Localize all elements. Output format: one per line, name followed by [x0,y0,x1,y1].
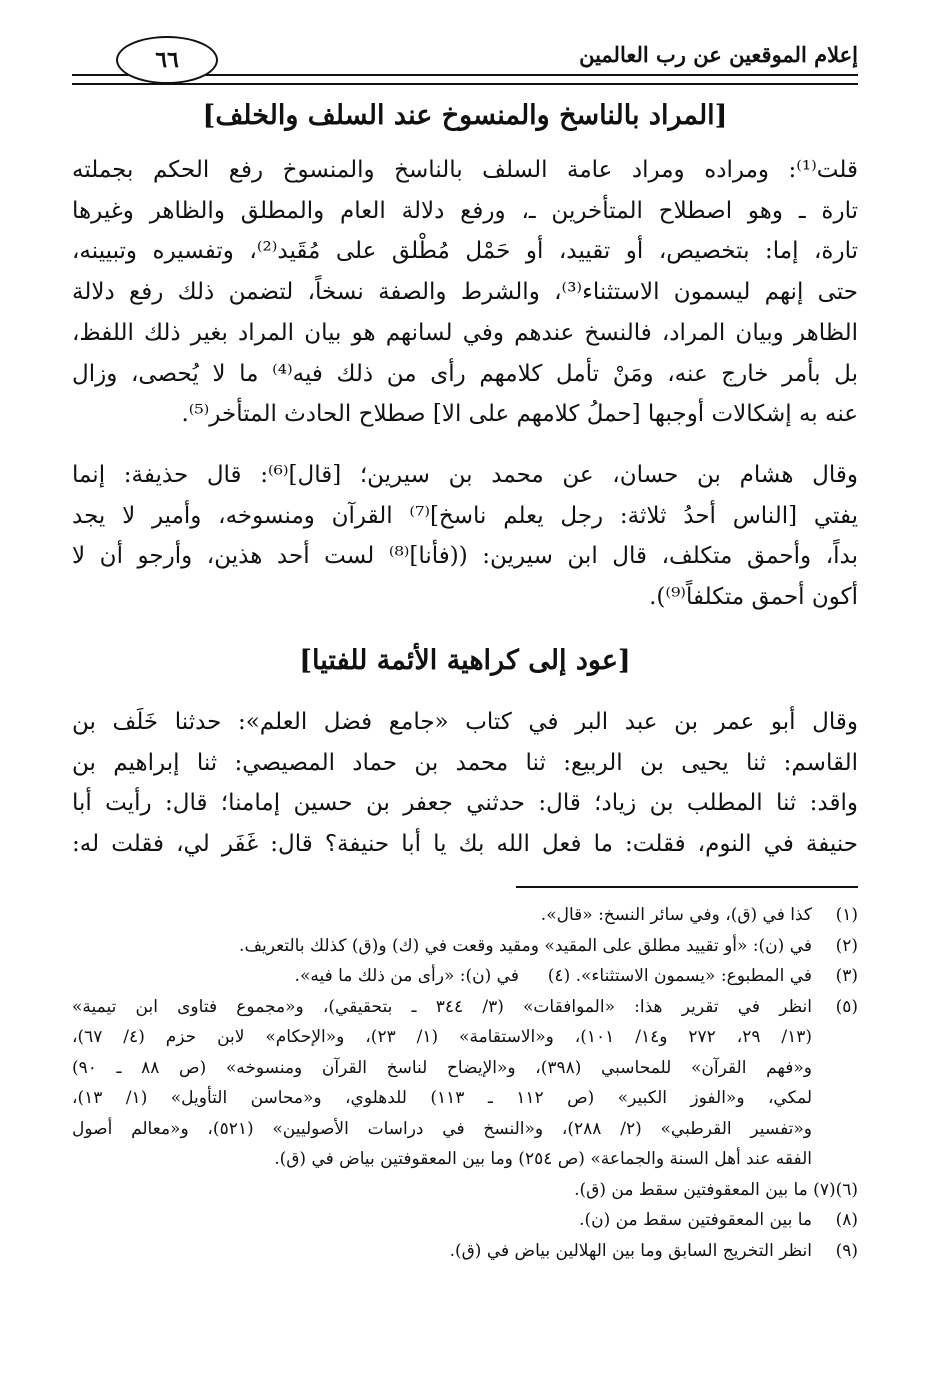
footnote-text: كذا في (ق)، وفي سائر النسخ: «قال». [540,905,812,925]
footnote-9 [72,1236,858,1267]
footnote-text: في (ن): «رأى من ذلك ما فيه». [294,966,519,986]
footnote-5 [72,992,858,1175]
paragraph [72,702,858,865]
footnote-separator [516,886,858,888]
footnote-text: ما بين المعقوفتين سقط من (ن). [579,1210,812,1230]
footnote-text: ما بين المعقوفتين سقط من (ق). [574,1179,808,1200]
footnote-number: (٢) [835,935,858,956]
page-number: ٦٦ [116,36,218,84]
text-line: عنه به إشكالات أوجبها [حملُ كلامهم على الا] صطلاح الحادث المتأخر⁽⁵⁾. [181,401,858,428]
book-title: إعلام الموقعين عن رب العالمين [579,42,858,67]
footnote-2 [72,931,858,962]
footnote-text: و«تفسير القرطبي» (٢/ ٢٨٨)، و«النسخ في دراسات الأصوليين» (٥٢١)، و«معالم أصول [72,1118,813,1139]
text-line: القاسم: ثنا يحيى بن الربيع: ثنا محمد بن حماد المصيصي: ثنا إبراهيم بن [72,749,858,776]
text-line: تارة ـ وهو اصطلاح المتأخرين ـ، ورفع دلالة العام والمطلق والظاهر وغيرها [72,197,858,224]
footnote-1 [72,900,858,931]
footnote-text: في المطبوع: «يسمون الاستثناء». [575,966,812,986]
text-line: الظاهر وبيان المراد، فالنسخ عندهم وفي لسانهم هو بيان المراد بغير ذلك اللفظ، [72,319,858,346]
footnote-text: الفقه عند أهل السنة والجماعة» (ص ٢٥٤) وما بين المعقوفتين بياض في (ق). [274,1149,812,1169]
paragraph [72,455,858,618]
text-line: قلت⁽¹⁾: ومراده ومراد عامة السلف بالناسخ والمنسوخ رفع الحكم بجملته [72,157,858,183]
text-line: حنيفة في النوم، فقلت: ما فعل الله بك يا أبا حنيفة؟ قال: غَفَر لي، فقلت له: [72,831,858,858]
footnote-8 [72,1205,858,1236]
footnote-text: لمكي، و«الفوز الكبير» (ص ١١٢ ـ ١١٣) للدهلوي، و«محاسن التأويل» (١/ ١٣)، [72,1088,813,1108]
footnote-3-4 [72,961,858,992]
footnote-number: (٨) [835,1210,858,1230]
footnote-number: (٥) [835,996,858,1017]
text-line: وقال هشام بن حسان، عن محمد بن سيرين؛ [قال]⁽⁶⁾: قال حذيفة: إنما [72,462,858,488]
footnote-number: (١) [835,905,858,925]
paragraph [72,150,858,435]
footnote-number: (٦)(٧) [813,1179,858,1200]
text-line: حتى إنهم ليسمون الاستثناء⁽³⁾، والشرط والصفة نسخاً، لتضمن ذلك رفع دلالة [72,279,858,306]
text-line: وقال أبو عمر بن عبد البر في كتاب «جامع فضل العلم»: حدثنا خَلَف بن [72,709,858,735]
running-header [72,38,858,84]
footnote-text: و«فهم القرآن» للمحاسبي (٣٩٨)، و«الإيضاح لناسخ القرآن ومنسوخه» (ص ٨٨ ـ ٩٠) [72,1057,812,1078]
text-line: تارة، إما: بتخصيص، أو تقييد، أو حَمْل مُطْلق على مُقَيد⁽²⁾، وتفسيره وتبيينه، [72,238,858,265]
footnote-text: (١٣/ ٢٩، ٢٧٢ و١٤/ ١٠١)، و«الاستقامة» (١/ ٢٣)، و«الإحكام» لابن حزم (٤/ ٦٧)، [72,1027,813,1047]
section-heading: [عود إلى كراهية الأئمة للفتيا] [299,645,631,676]
footnote-number: (٤) [547,966,571,986]
text-line: يفتي [الناس أحدُ ثلاثة: رجل يعلم ناسخ]⁽⁷⁾ القرآن ومنسوخه، وأمير لا يجد [72,502,858,529]
footnote-number: (٩) [835,1240,858,1261]
footnote-text: انظر في تقرير هذا: «الموافقات» (٣/ ٣٤٤ ـ بتحقيقي)، و«مجموع فتاوى ابن تيمية» [72,996,812,1017]
footnote-number: (٣) [835,966,858,986]
footnotes-list [72,900,858,1266]
footnote-text: انظر التخريج السابق وما بين الهلالين بياض في (ق). [449,1240,812,1261]
text-line: أكون أحمق متكلفاً⁽⁹⁾). [649,584,858,611]
text-line: بل بأمر خارج عنه، ومَنْ تأمل كلامهم رأى من ذلك فيه⁽⁴⁾ ما لا يُحصى، وزال [72,360,858,387]
footnote-text: في (ن): «أو تقييد مطلق على المقيد» ومقيد وقعت في (ك) و(ق) كذلك بالتعريف. [239,935,812,956]
footnote-6-7 [72,1175,858,1206]
text-line: بداً، وأحمق متكلف، قال ابن سيرين: ((فأنا]⁽⁸⁾ لست أحد هذين، وأرجو أن لا [72,543,858,570]
text-line: واقد: ثنا المطلب بن زياد؛ قال: حدثني جعفر بن حسين إمامنا؛ قال: رأيت أبا [72,790,858,817]
section-heading: [المراد بالناسخ والمنسوخ عند السلف والخلف] [202,100,728,131]
